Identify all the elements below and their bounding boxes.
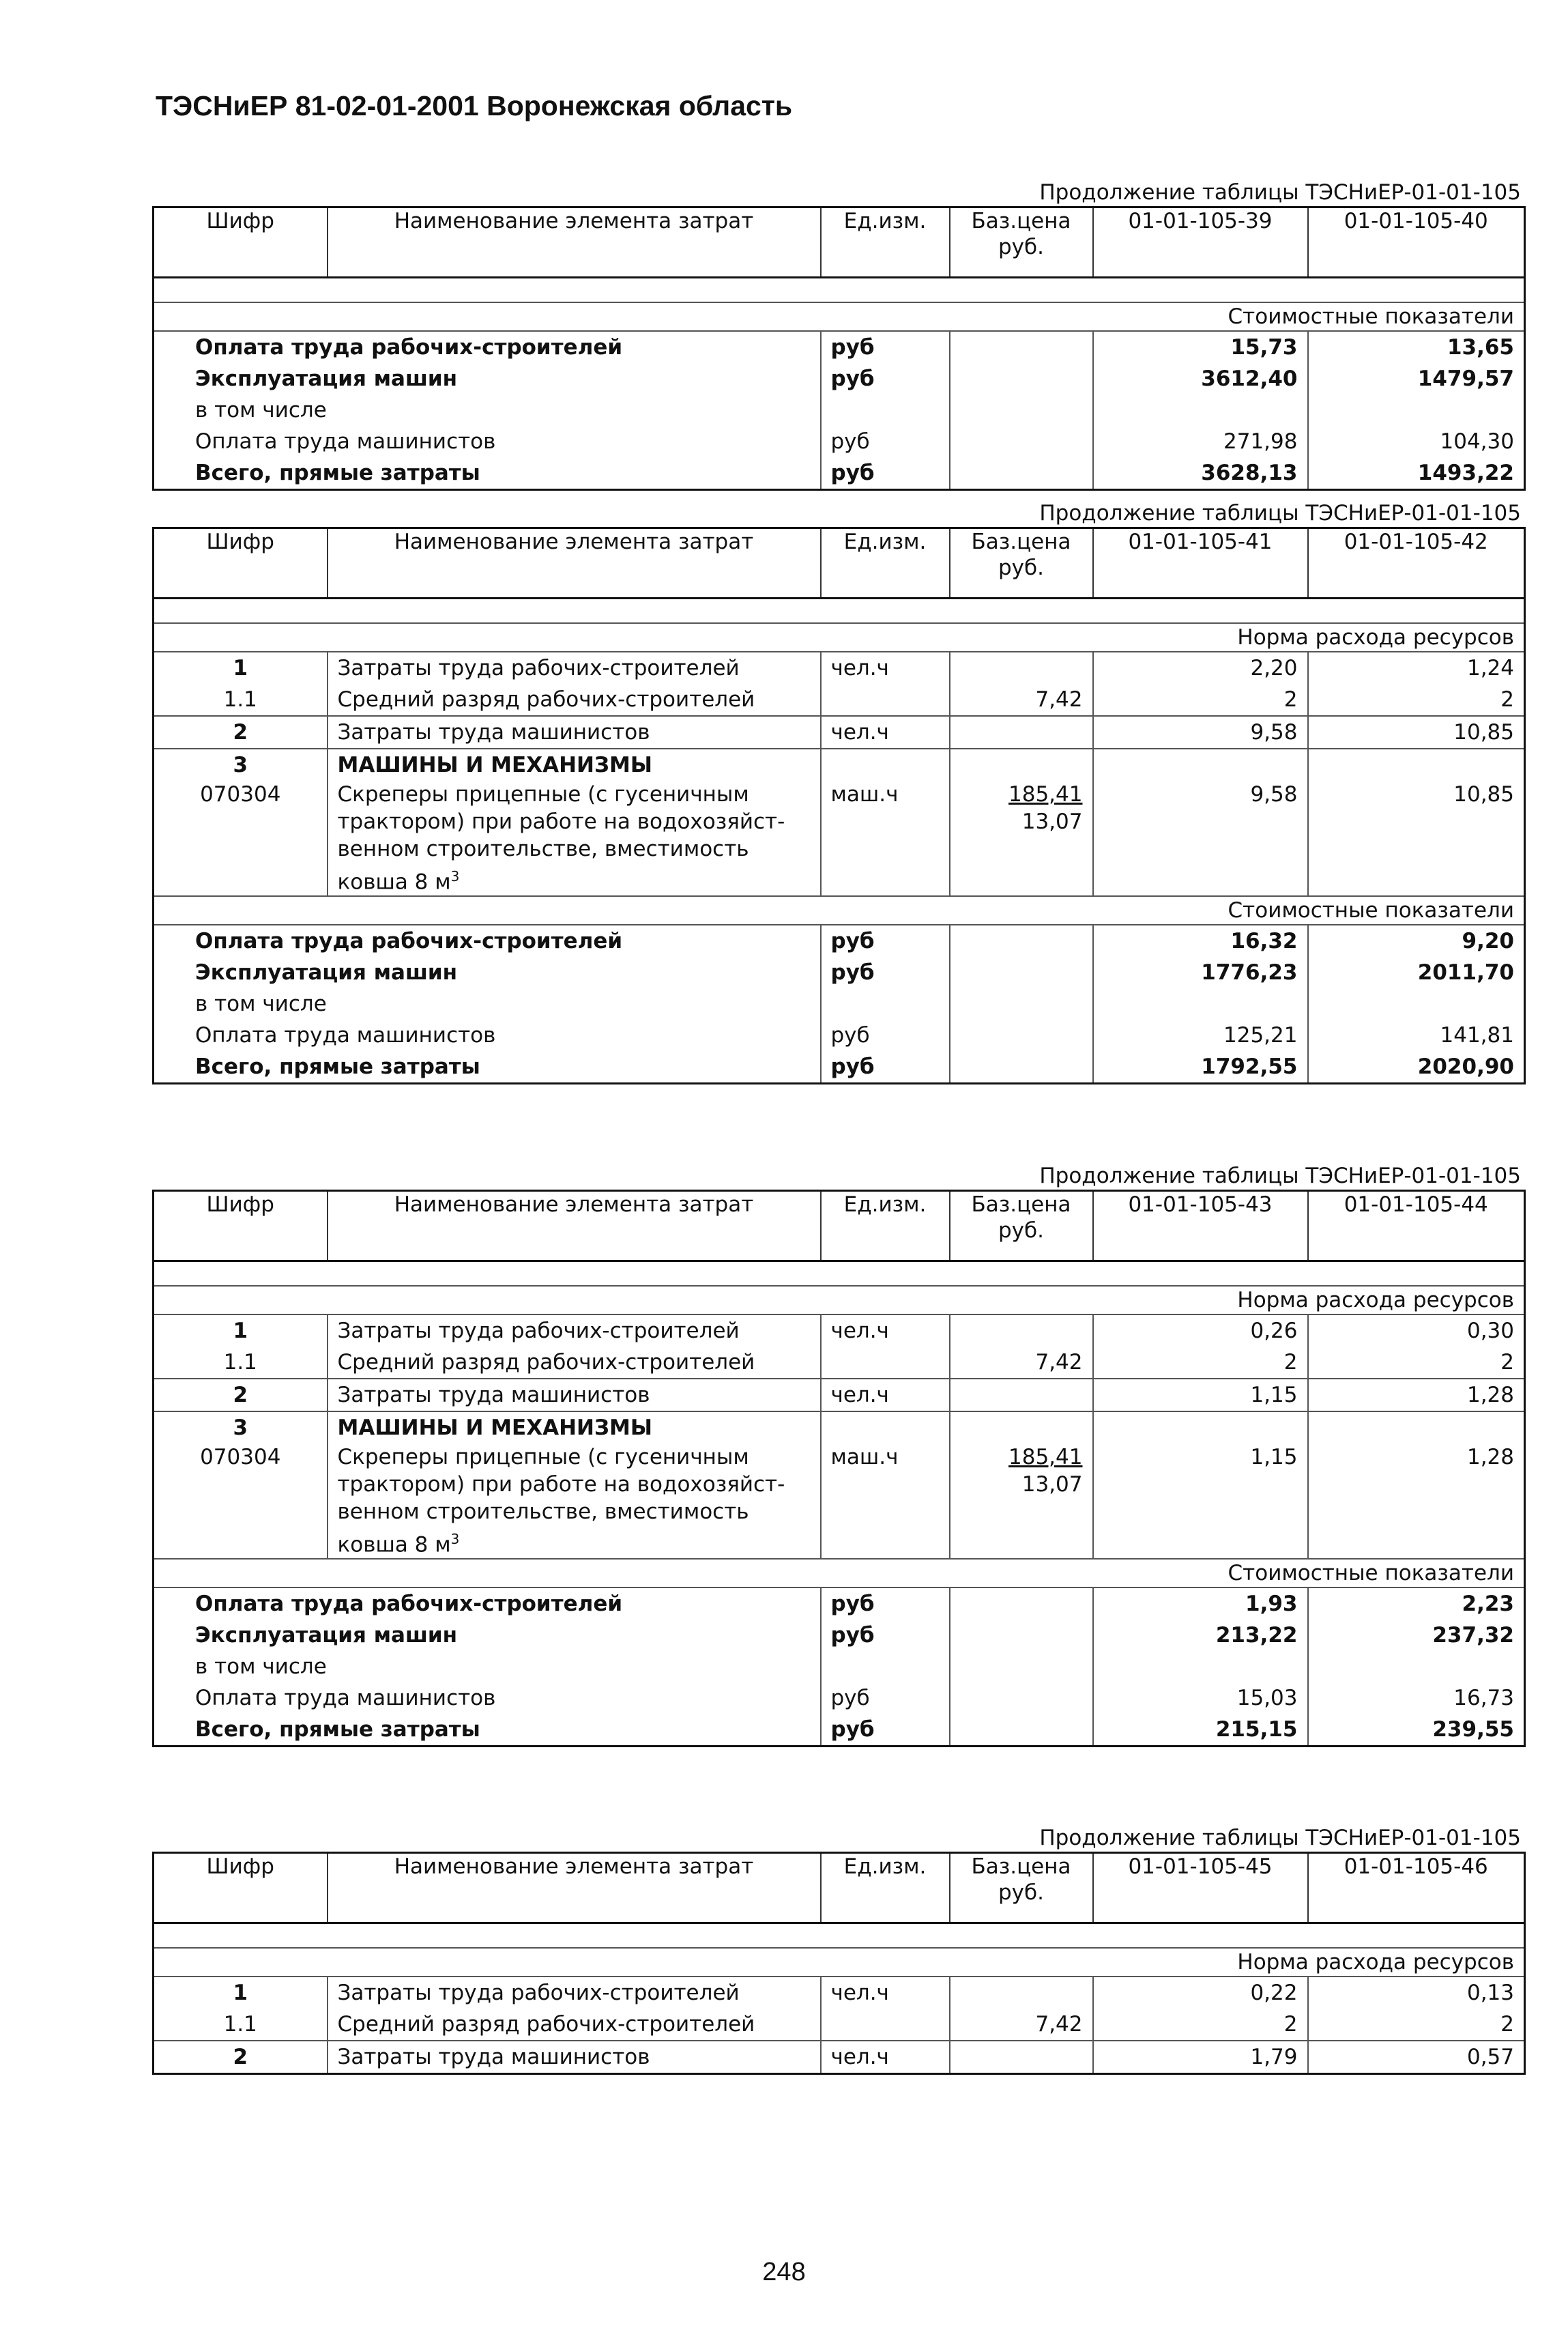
table-row xyxy=(154,1587,1525,1620)
continuation-label: Продолжение таблицы ТЭСНиЕР-01-01-105 xyxy=(1039,1826,1521,1850)
cost-name: Оплата труда рабочих-строителей xyxy=(154,1587,821,1620)
cost-a: 125,21 xyxy=(1093,1020,1308,1051)
continuation-label: Продолжение таблицы ТЭСНиЕР-01-01-105 xyxy=(1039,501,1521,526)
norm-code: 1.1 xyxy=(223,2012,257,2037)
table-4 xyxy=(152,1852,1526,2075)
section-norms-label: Норма расхода ресурсов xyxy=(154,1286,1525,1314)
table-2 xyxy=(152,527,1526,1084)
norm-name: МАШИНЫ И МЕХАНИЗМЫ xyxy=(328,749,821,781)
table-row xyxy=(154,394,1525,426)
col-price-header: Баз.цена руб. xyxy=(950,1853,1093,1923)
norm-a: 9,58 xyxy=(1093,716,1308,749)
cost-name: Оплата труда рабочих-строителей xyxy=(154,925,821,957)
continuation-label: Продолжение таблицы ТЭСНиЕР-01-01-105 xyxy=(1039,1164,1521,1188)
norm-code: 1 xyxy=(154,652,328,684)
norm-unit xyxy=(821,2009,950,2041)
machine-b: 1,28 xyxy=(1308,1443,1525,1559)
cost-a: 16,32 xyxy=(1093,925,1308,957)
norm-unit xyxy=(821,684,950,716)
norm-a: 2 xyxy=(1093,2009,1308,2041)
section-norms-label: Норма расхода ресурсов xyxy=(154,1948,1525,1977)
norm-unit: чел.ч xyxy=(821,652,950,684)
cost-name: Оплата труда рабочих-строителей xyxy=(154,331,821,363)
machine-a: 9,58 xyxy=(1093,781,1308,896)
cost-b: 2,23 xyxy=(1308,1587,1525,1620)
section-costs-label: Стоимостные показатели xyxy=(154,1559,1525,1587)
norm-name: Средний разряд рабочих-строителей xyxy=(328,2009,821,2041)
cost-a: 15,73 xyxy=(1093,331,1308,363)
norm-b: 1,24 xyxy=(1308,652,1525,684)
table-row xyxy=(154,1443,1525,1559)
norm-name: Средний разряд рабочих-строителей xyxy=(328,1347,821,1379)
norm-name: Затраты труда машинистов xyxy=(328,716,821,749)
norm-b: 2 xyxy=(1308,2009,1525,2041)
cost-unit: руб xyxy=(821,457,950,490)
norm-name: Затраты труда рабочих-строителей xyxy=(328,1314,821,1347)
col-name-header: Наименование элемента затрат xyxy=(328,1853,821,1923)
cost-unit: руб xyxy=(821,925,950,957)
table-row xyxy=(154,1379,1525,1411)
table-row xyxy=(154,957,1525,988)
norm-code: 1.1 xyxy=(223,687,257,712)
norm-code: 3 xyxy=(154,749,328,781)
col-name-header: Наименование элемента затрат xyxy=(328,528,821,599)
norm-b: 0,57 xyxy=(1308,2041,1525,2074)
table-row xyxy=(154,1411,1525,1443)
col-code-header: Шифр xyxy=(154,1853,328,1923)
table-3 xyxy=(152,1190,1526,1747)
cost-name: в том числе xyxy=(195,398,327,422)
table-row xyxy=(154,331,1525,363)
cost-name: в том числе xyxy=(195,1654,327,1680)
cost-name: Всего, прямые затраты xyxy=(195,1054,480,1080)
cost-name: Эксплуатация машин xyxy=(195,367,458,391)
col-code-header: Шифр xyxy=(154,1191,328,1261)
norm-price xyxy=(950,2041,1093,2074)
norm-code: 1 xyxy=(154,1314,328,1347)
cost-a: 1792,55 xyxy=(1093,1051,1308,1084)
section-norms-label: Норма расхода ресурсов xyxy=(154,623,1525,652)
norm-a: 2 xyxy=(1093,684,1308,716)
table-block-4 xyxy=(152,1824,1524,2075)
cost-name: Оплата труда машинистов xyxy=(195,429,496,454)
cost-unit: руб xyxy=(821,1620,950,1651)
col-unit-header: Ед.изм. xyxy=(821,207,950,278)
norm-price: 7,42 xyxy=(950,2009,1093,2041)
norm-b: 0,13 xyxy=(1308,1977,1525,2009)
col-a-header: 01-01-105-39 xyxy=(1093,207,1308,278)
table-row xyxy=(154,1020,1525,1051)
machine-name: Скреперы прицепные (с гусеничным трактором) при работе на водохозяйст- венном строительстве, вместимость ковша 8 $м^3$ xyxy=(328,1443,821,1559)
machine-code: 070304 xyxy=(200,1445,281,1469)
table-row xyxy=(154,2009,1525,2041)
col-name-header: Наименование элемента затрат xyxy=(328,207,821,278)
cost-unit: руб xyxy=(821,1587,950,1620)
norm-a: 1,79 xyxy=(1093,2041,1308,2074)
norm-price xyxy=(950,652,1093,684)
cost-a: 3612,40 xyxy=(1093,363,1308,394)
table-row xyxy=(154,1620,1525,1651)
col-price-header: Баз.цена руб. xyxy=(950,528,1093,599)
cost-name: Оплата труда машинистов xyxy=(195,1686,496,1711)
norm-b: 10,85 xyxy=(1308,716,1525,749)
cost-b: 16,73 xyxy=(1308,1682,1525,1714)
cost-name: Эксплуатация машин xyxy=(195,960,458,986)
norm-b: 2 xyxy=(1308,1347,1525,1379)
table-row xyxy=(154,1714,1525,1747)
cost-b: 1479,57 xyxy=(1308,363,1525,394)
cost-unit: руб xyxy=(821,1714,950,1747)
norm-b: 1,28 xyxy=(1308,1379,1525,1411)
norm-price xyxy=(950,1379,1093,1411)
table-row xyxy=(154,2041,1525,2074)
norm-price xyxy=(950,1314,1093,1347)
col-b-header: 01-01-105-40 xyxy=(1308,207,1525,278)
machine-name: Скреперы прицепные (с гусеничным трактором) при работе на водохозяйст- венном строительстве, вместимость ковша 8 $м^3$ xyxy=(328,781,821,896)
norm-unit: чел.ч xyxy=(821,1977,950,2009)
norm-name: Затраты труда рабочих-строителей xyxy=(328,1977,821,2009)
table-1 xyxy=(152,206,1526,491)
page-number: 248 xyxy=(762,2258,806,2286)
table-header xyxy=(154,1853,1525,1923)
table-row xyxy=(154,925,1525,957)
machine-a: 1,15 xyxy=(1093,1443,1308,1559)
cost-b: 9,20 xyxy=(1308,925,1525,957)
table-row xyxy=(154,652,1525,684)
cost-a: 271,98 xyxy=(1093,426,1308,457)
machine-price: $\frac{185,41}{13,07}$ xyxy=(950,1443,1093,1559)
cost-name: Оплата труда машинистов xyxy=(195,1023,496,1048)
table-block-1 xyxy=(152,179,1524,491)
col-a-header: 01-01-105-41 xyxy=(1093,528,1308,599)
table-row xyxy=(154,1051,1525,1084)
norm-code: 2 xyxy=(154,716,328,749)
cost-unit: руб xyxy=(821,1020,950,1051)
norm-unit: чел.ч xyxy=(821,716,950,749)
norm-price: 7,42 xyxy=(950,1347,1093,1379)
cost-unit: руб xyxy=(821,1051,950,1084)
col-unit-header: Ед.изм. xyxy=(821,1853,950,1923)
table-block-2 xyxy=(152,500,1524,1084)
section-costs-label: Стоимостные показатели xyxy=(154,896,1525,925)
norm-a: 2,20 xyxy=(1093,652,1308,684)
norm-a: 2 xyxy=(1093,1347,1308,1379)
norm-price xyxy=(950,1977,1093,2009)
cost-unit: руб xyxy=(821,1682,950,1714)
table-row xyxy=(154,1682,1525,1714)
cost-b: 2020,90 xyxy=(1308,1051,1525,1084)
cost-name: в том числе xyxy=(195,992,327,1017)
cost-b: 104,30 xyxy=(1308,426,1525,457)
cost-unit: руб xyxy=(821,957,950,988)
table-row xyxy=(154,988,1525,1020)
norm-code: 2 xyxy=(154,1379,328,1411)
table-row xyxy=(154,716,1525,749)
col-a-header: 01-01-105-45 xyxy=(1093,1853,1308,1923)
norm-unit: чел.ч xyxy=(821,1379,950,1411)
cost-a: 1,93 xyxy=(1093,1587,1308,1620)
col-b-header: 01-01-105-42 xyxy=(1308,528,1525,599)
norm-price: 7,42 xyxy=(950,684,1093,716)
norm-a: 1,15 xyxy=(1093,1379,1308,1411)
cost-unit: руб xyxy=(821,426,950,457)
cost-b: 141,81 xyxy=(1308,1020,1525,1051)
machine-unit: маш.ч xyxy=(821,1443,950,1559)
machine-unit: маш.ч xyxy=(821,781,950,896)
norm-name: Затраты труда машинистов xyxy=(328,1379,821,1411)
section-costs-label: Стоимостные показатели xyxy=(154,302,1525,331)
col-b-header: 01-01-105-44 xyxy=(1308,1191,1525,1261)
col-unit-header: Ед.изм. xyxy=(821,528,950,599)
norm-b: 2 xyxy=(1308,684,1525,716)
cost-b: 2011,70 xyxy=(1308,957,1525,988)
cost-a: 1776,23 xyxy=(1093,957,1308,988)
machine-code: 070304 xyxy=(200,782,281,807)
cost-b: 13,65 xyxy=(1308,331,1525,363)
table-row xyxy=(154,1977,1525,2009)
cost-a: 213,22 xyxy=(1093,1620,1308,1651)
cost-a: 215,15 xyxy=(1093,1714,1308,1747)
table-row xyxy=(154,426,1525,457)
norm-name: Затраты труда машинистов xyxy=(328,2041,821,2074)
norm-code: 1 xyxy=(154,1977,328,2009)
norm-b: 0,30 xyxy=(1308,1314,1525,1347)
table-row xyxy=(154,684,1525,716)
table-row xyxy=(154,749,1525,781)
norm-a: 0,22 xyxy=(1093,1977,1308,2009)
cost-name: Всего, прямые затраты xyxy=(195,1717,480,1742)
norm-name: МАШИНЫ И МЕХАНИЗМЫ xyxy=(328,1411,821,1443)
norm-code: 3 xyxy=(154,1411,328,1443)
machine-b: 10,85 xyxy=(1308,781,1525,896)
cost-b: 1493,22 xyxy=(1308,457,1525,490)
cost-unit: руб xyxy=(821,363,950,394)
table-header xyxy=(154,528,1525,599)
continuation-label: Продолжение таблицы ТЭСНиЕР-01-01-105 xyxy=(1039,180,1521,205)
norm-unit: чел.ч xyxy=(821,2041,950,2074)
col-a-header: 01-01-105-43 xyxy=(1093,1191,1308,1261)
norm-a: 0,26 xyxy=(1093,1314,1308,1347)
table-row xyxy=(154,1347,1525,1379)
cost-a: 15,03 xyxy=(1093,1682,1308,1714)
norm-name: Затраты труда рабочих-строителей xyxy=(328,652,821,684)
table-row xyxy=(154,363,1525,394)
col-price-header: Баз.цена руб. xyxy=(950,207,1093,278)
machine-price: $\frac{185,41}{13,07}$ xyxy=(950,781,1093,896)
cost-name: Всего, прямые затраты xyxy=(195,461,480,485)
table-header xyxy=(154,207,1525,278)
cost-name: Эксплуатация машин xyxy=(195,1623,458,1648)
table-header xyxy=(154,1191,1525,1261)
table-row xyxy=(154,457,1525,490)
cost-b: 237,32 xyxy=(1308,1620,1525,1651)
table-row xyxy=(154,1314,1525,1347)
cost-unit: руб xyxy=(821,331,950,363)
cost-a: 3628,13 xyxy=(1093,457,1308,490)
col-b-header: 01-01-105-46 xyxy=(1308,1853,1525,1923)
norm-unit xyxy=(821,1347,950,1379)
col-code-header: Шифр xyxy=(154,207,328,278)
col-unit-header: Ед.изм. xyxy=(821,1191,950,1261)
norm-unit: чел.ч xyxy=(821,1314,950,1347)
col-price-header: Баз.цена руб. xyxy=(950,1191,1093,1261)
table-row xyxy=(154,781,1525,896)
norm-name: Средний разряд рабочих-строителей xyxy=(328,684,821,716)
norm-code: 2 xyxy=(154,2041,328,2074)
col-name-header: Наименование элемента затрат xyxy=(328,1191,821,1261)
norm-code: 1.1 xyxy=(223,1350,257,1375)
page-title: ТЭСНиЕР 81-02-01-2001 Воронежская область xyxy=(156,90,793,121)
table-row xyxy=(154,1651,1525,1682)
norm-price xyxy=(950,716,1093,749)
table-block-3 xyxy=(152,1162,1524,1747)
cost-b: 239,55 xyxy=(1308,1714,1525,1747)
col-code-header: Шифр xyxy=(154,528,328,599)
